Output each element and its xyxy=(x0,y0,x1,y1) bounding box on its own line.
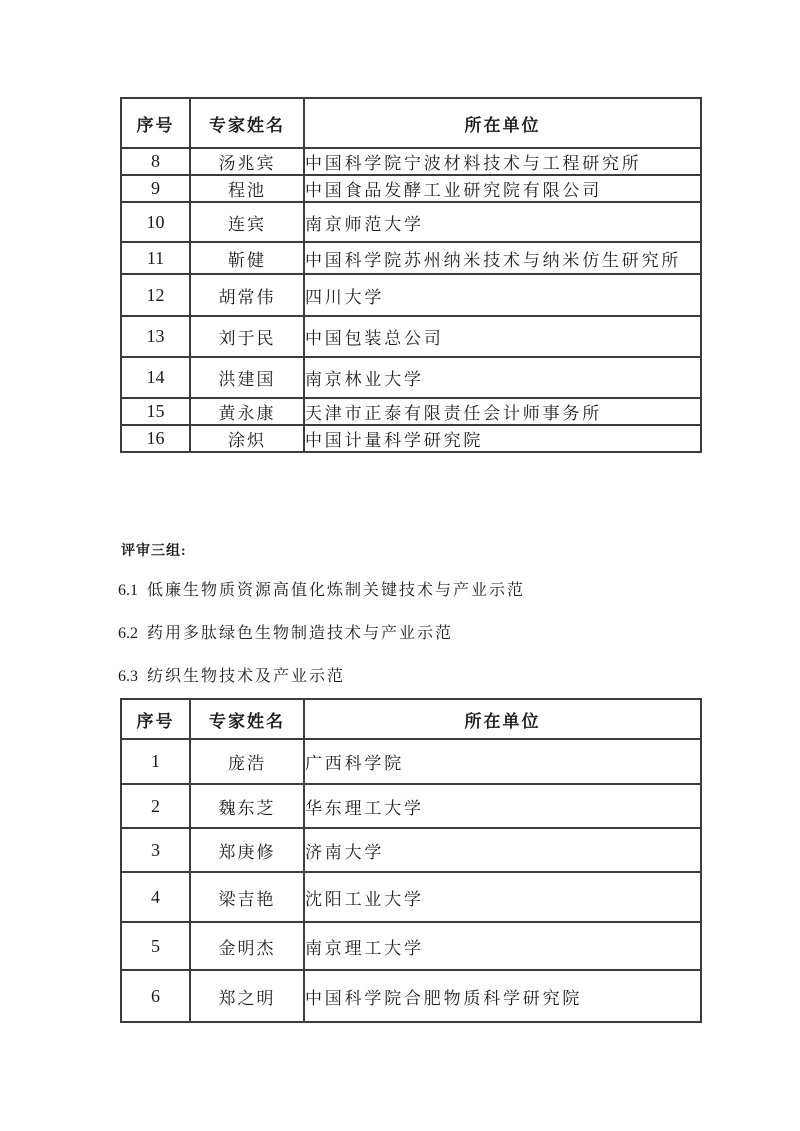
cell-name: 靳健 xyxy=(190,242,304,274)
cell-org: 沈阳工业大学 xyxy=(304,872,701,922)
cell-org: 南京师范大学 xyxy=(304,202,701,242)
cell-name: 胡常伟 xyxy=(190,274,304,316)
topic-title: 纺织生物技术及产业示范 xyxy=(147,668,346,685)
expert-row xyxy=(121,922,701,970)
expert-row xyxy=(121,872,701,922)
cell-org: 四川大学 xyxy=(304,274,701,316)
topic-title: 低廉生物质资源高值化炼制关键技术与产业示范 xyxy=(147,582,526,599)
col-header-index: 序号 xyxy=(121,98,190,148)
cell-org: 南京林业大学 xyxy=(304,357,701,398)
cell-name: 金明杰 xyxy=(190,922,304,970)
expert-row xyxy=(121,739,701,784)
cell-org: 中国科学院苏州纳米技术与纳米仿生研究所 xyxy=(304,242,701,274)
cell-org: 天津市正泰有限责任会计师事务所 xyxy=(304,398,701,425)
col-header-name: 专家姓名 xyxy=(190,699,304,739)
topic-title: 药用多肽绿色生物制造技术与产业示范 xyxy=(147,625,454,642)
expert-row xyxy=(121,175,701,202)
topic-item xyxy=(118,666,345,687)
cell-index: 3 xyxy=(121,828,190,872)
cell-org: 南京理工大学 xyxy=(304,922,701,970)
cell-name: 梁吉艳 xyxy=(190,872,304,922)
cell-index: 8 xyxy=(121,148,190,175)
cell-name: 涂炽 xyxy=(190,425,304,452)
expert-table-group2 xyxy=(120,97,702,453)
cell-name: 黄永康 xyxy=(190,398,304,425)
cell-index: 11 xyxy=(121,242,190,274)
col-header-org: 所在单位 xyxy=(304,98,701,148)
expert-row xyxy=(121,202,701,242)
expert-row xyxy=(121,828,701,872)
cell-org: 中国科学院合肥物质科学研究院 xyxy=(304,970,701,1022)
cell-org: 中国计量科学研究院 xyxy=(304,425,701,452)
cell-index: 2 xyxy=(121,784,190,828)
topic-number: 6.2 xyxy=(118,625,138,642)
expert-row xyxy=(121,316,701,357)
expert-row xyxy=(121,970,701,1022)
cell-index: 6 xyxy=(121,970,190,1022)
cell-index: 12 xyxy=(121,274,190,316)
expert-row xyxy=(121,398,701,425)
cell-name: 汤兆宾 xyxy=(190,148,304,175)
section-heading-group3: 评审三组: xyxy=(121,544,187,559)
topic-number: 6.3 xyxy=(118,668,138,685)
cell-index: 1 xyxy=(121,739,190,784)
cell-name: 刘于民 xyxy=(190,316,304,357)
col-header-name: 专家姓名 xyxy=(190,98,304,148)
cell-org: 中国科学院宁波材料技术与工程研究所 xyxy=(304,148,701,175)
cell-org: 华东理工大学 xyxy=(304,784,701,828)
cell-name: 洪建国 xyxy=(190,357,304,398)
expert-row xyxy=(121,242,701,274)
cell-org: 济南大学 xyxy=(304,828,701,872)
col-header-index: 序号 xyxy=(121,699,190,739)
cell-index: 15 xyxy=(121,398,190,425)
cell-name: 程池 xyxy=(190,175,304,202)
cell-name: 连宾 xyxy=(190,202,304,242)
expert-table-group3 xyxy=(120,698,702,1023)
expert-row xyxy=(121,357,701,398)
cell-org: 中国食品发酵工业研究院有限公司 xyxy=(304,175,701,202)
cell-index: 5 xyxy=(121,922,190,970)
cell-index: 16 xyxy=(121,425,190,452)
cell-index: 13 xyxy=(121,316,190,357)
expert-row xyxy=(121,425,701,452)
expert-row xyxy=(121,784,701,828)
topic-item xyxy=(118,580,525,601)
cell-index: 4 xyxy=(121,872,190,922)
expert-row xyxy=(121,274,701,316)
cell-org: 中国包装总公司 xyxy=(304,316,701,357)
cell-index: 14 xyxy=(121,357,190,398)
cell-index: 10 xyxy=(121,202,190,242)
col-header-org: 所在单位 xyxy=(304,699,701,739)
table-header-row xyxy=(121,98,701,148)
table-header-row xyxy=(121,699,701,739)
cell-name: 郑之明 xyxy=(190,970,304,1022)
cell-name: 魏东芝 xyxy=(190,784,304,828)
cell-org: 广西科学院 xyxy=(304,739,701,784)
cell-index: 9 xyxy=(121,175,190,202)
cell-name: 郑庚修 xyxy=(190,828,304,872)
topic-item xyxy=(118,623,453,644)
topic-number: 6.1 xyxy=(118,582,138,599)
cell-name: 庞浩 xyxy=(190,739,304,784)
expert-row xyxy=(121,148,701,175)
